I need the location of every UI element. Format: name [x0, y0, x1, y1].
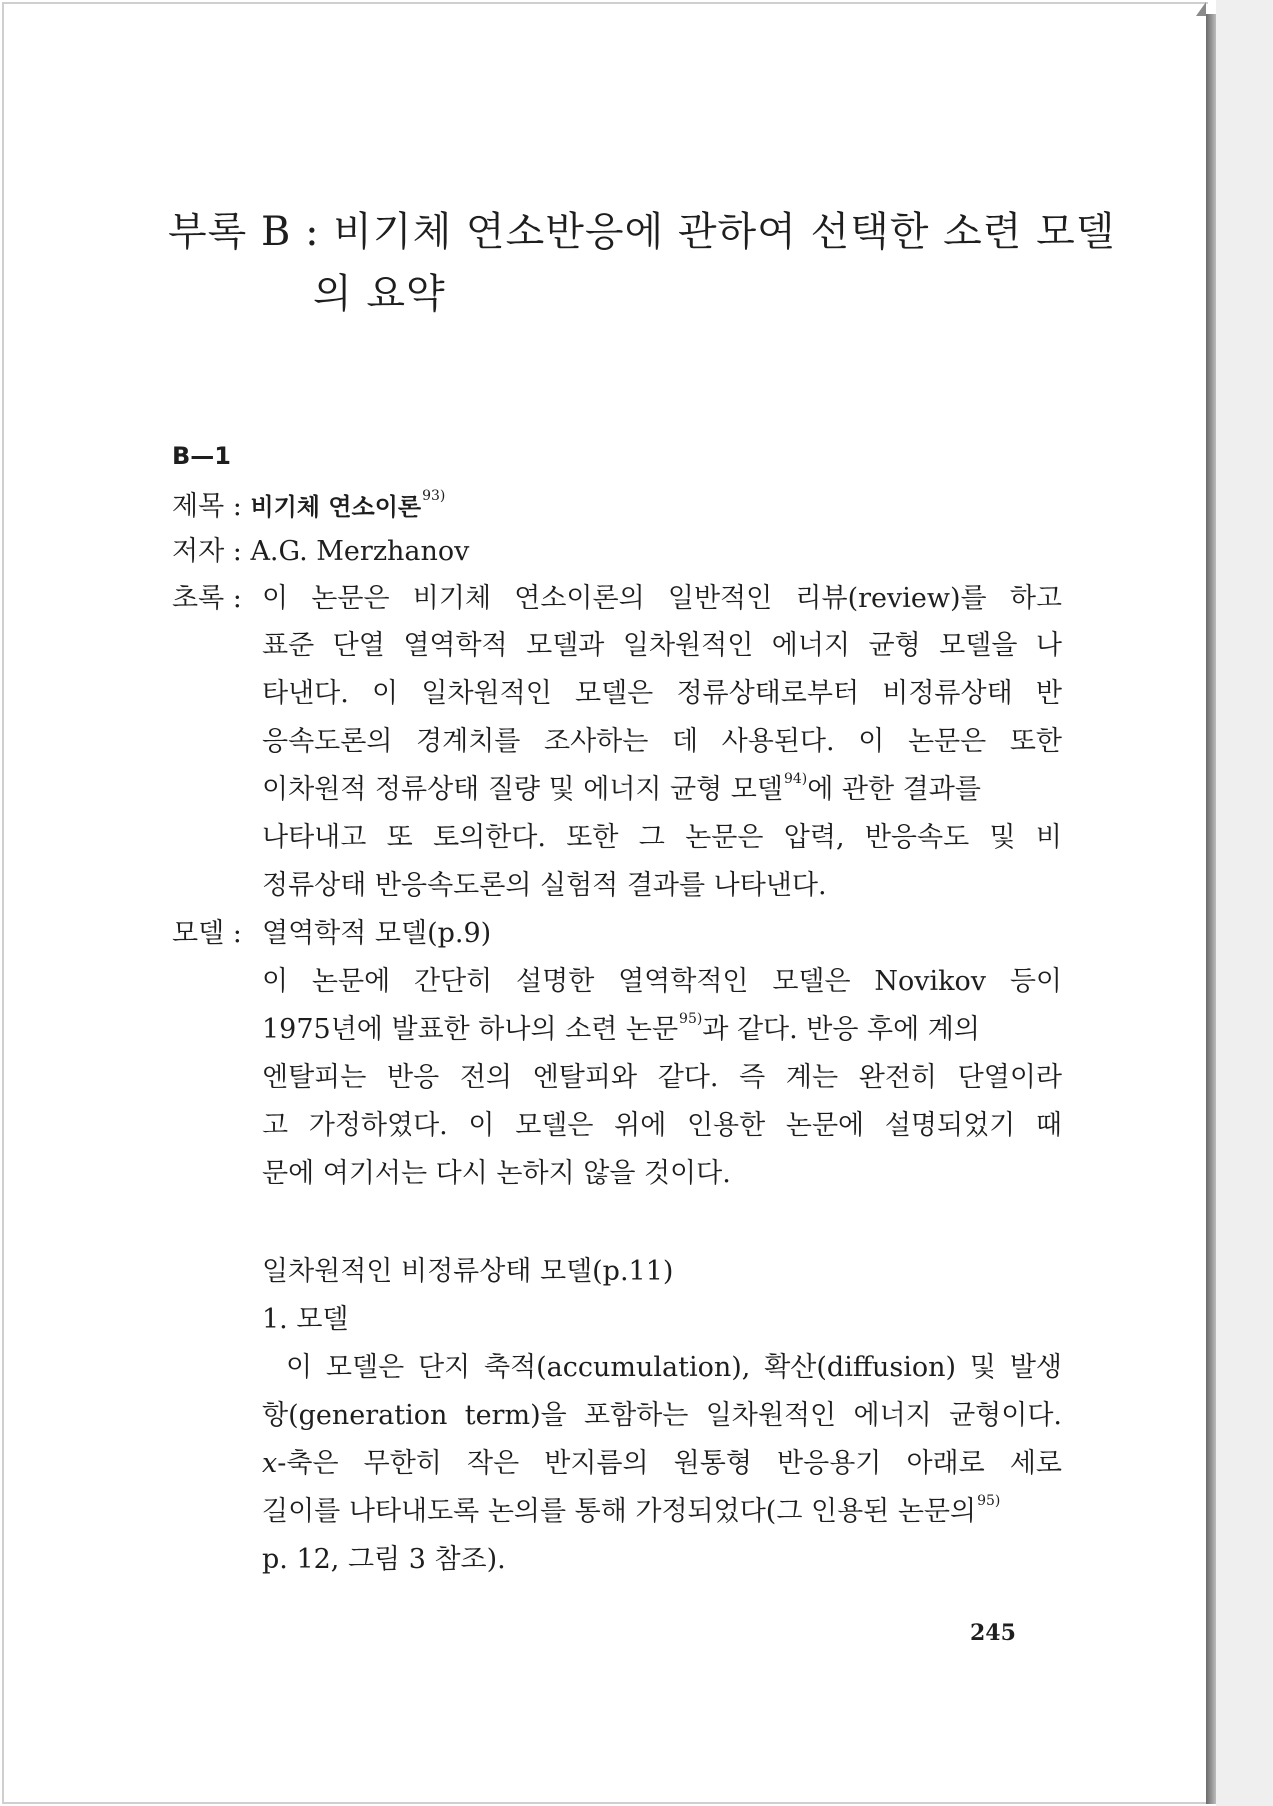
model-line: 엔탈피는 반응 전의 엔탈피와 같다. 즉 계는 완전히 단열이라	[262, 1062, 1062, 1093]
model-line: 이 논문에 간단히 설명한 열역학적인 모델은 Novikov 등이	[262, 966, 1062, 997]
page-background-strip	[1216, 0, 1273, 1806]
subsection-line: x-축은 무한히 작은 반지름의 원통형 반응용기 아래로 세로	[262, 1448, 1062, 1479]
page-number: 245	[970, 1620, 1016, 1646]
page-title: 부록 B : 비기체 연소반응에 관하여 선택한 소련 모델	[168, 209, 1116, 255]
section-id: B—1	[172, 442, 231, 470]
entry-abstract-label: 초록 :	[172, 583, 242, 614]
abstract-line: 표준 단열 열역학적 모델과 일차원적인 에너지 균형 모델을 나	[262, 630, 1062, 661]
subsection-line: 항(generation term)을 포함하는 일차원적인 에너지 균형이다.	[262, 1400, 1062, 1431]
model-line: 문에 여기서는 다시 논하지 않을 것이다.	[262, 1158, 731, 1189]
entry-author-row	[172, 538, 469, 565]
abstract-line: 이 논문은 비기체 연소이론의 일반적인 리뷰(review)를 하고	[262, 583, 1062, 614]
subsection-item: 1. 모델	[262, 1304, 349, 1335]
subsection-line: 이 모델은 단지 축적(accumulation), 확산(diffusion) 및 발생	[286, 1352, 1062, 1383]
abstract-line: 나타내고 또 토의한다. 또한 그 논문은 압력, 반응속도 및 비	[262, 822, 1062, 853]
axis-variable: x	[262, 1448, 278, 1479]
model-line: 고 가정하였다. 이 모델은 위에 인용한 논문에 설명되었기 때	[262, 1110, 1062, 1141]
footnote-ref: 95)	[679, 1011, 703, 1027]
footnote-ref: 95)	[977, 1493, 1001, 1509]
abstract-line: 이차원적 정류상태 질량 및 에너지 균형 모델$^{94)}$에 관한 결과를	[262, 771, 981, 805]
subsection-line: p. 12, 그림 3 참조).	[262, 1544, 506, 1575]
subsection-heading: 일차원적인 비정류상태 모델(p.11)	[262, 1256, 674, 1287]
entry-title-row	[172, 488, 446, 522]
footnote-ref: 94)	[783, 771, 808, 787]
abstract-line: 타낸다. 이 일차원적인 모델은 정류상태로부터 비정류상태 반	[262, 678, 1062, 709]
abstract-line: 정류상태 반응속도론의 실험적 결과를 나타낸다.	[262, 870, 827, 901]
entry-author: A.G. Merzhanov	[250, 536, 470, 567]
subsection-line: 길이를 나타내도록 논의를 통해 가정되었다(그 인용된 논문의$^{95)}$	[262, 1493, 1001, 1527]
footnote-ref: 93)	[422, 488, 446, 504]
document-page	[2, 2, 1208, 1804]
entry-author-label: 저자 :	[172, 536, 242, 567]
entry-title: 비기체 연소이론	[250, 493, 422, 521]
model-heading: 열역학적 모델(p.9)	[262, 918, 492, 949]
entry-model-label: 모델 :	[172, 918, 242, 949]
page-fold	[1196, 2, 1206, 16]
entry-title-label: 제목 :	[172, 491, 242, 522]
abstract-line: 응속도론의 경계치를 조사하는 데 사용된다. 이 논문은 또한	[262, 726, 1062, 757]
page-edge-shadow	[1206, 14, 1216, 1804]
model-line: 1975년에 발표한 하나의 소련 논문$^{95)}$과 같다. 반응 후에 계의	[262, 1011, 980, 1045]
page-title-continuation: 의 요약	[313, 271, 446, 317]
